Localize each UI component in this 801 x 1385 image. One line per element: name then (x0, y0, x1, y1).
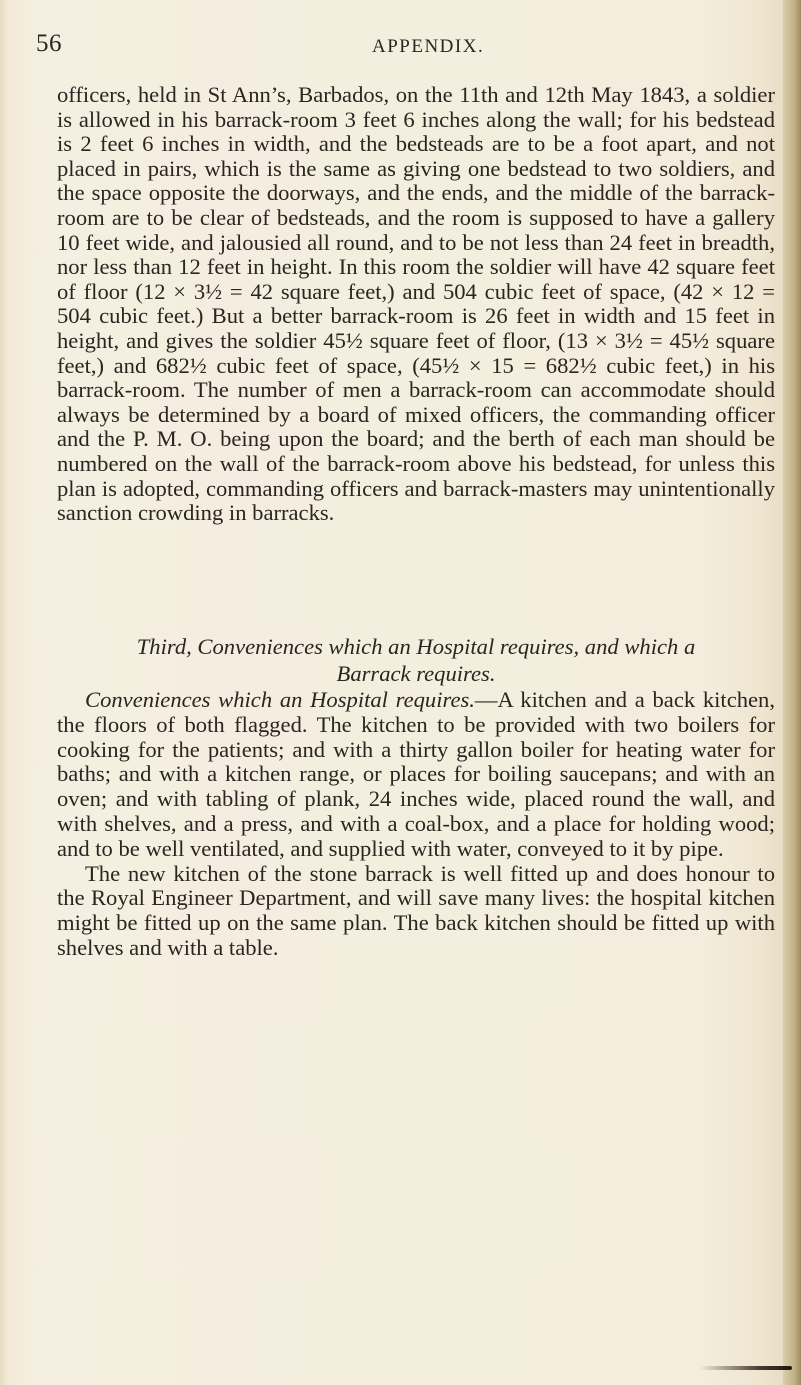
page-header (0, 30, 801, 70)
section-paragraph-1-text: —A kitchen and a back kitchen, the floors of both flagged. The kitchen to be provided with two boilers for cooking for the patients; and with a thirty gallon boiler for heating water for baths; and with a kitchen range, or places for boiling saucepans; and with an oven; and with tabling of plank, 24 inches wide, placed round the wall, and with shelves, and a press, and with a coal-box, and a place for holding wood; and to be well ventilated, and supplied with water, conveyed to it by pipe. (57, 687, 776, 861)
page-right-edge (783, 0, 801, 1385)
section-paragraph-2: The new kitchen of the stone barrack is well fitted up and does honour to the Royal Engineer Department, and will save many lives: the hospital kitchen might be fitted up on the same plan. The back kitchen should be fitted up with shelves and with a table. (57, 860, 775, 960)
section-heading-line-2: Barrack requires. (336, 661, 496, 686)
section-text-block (57, 688, 775, 961)
section-paragraph-1 (57, 688, 775, 862)
page-bottom-shadow (700, 1366, 792, 1370)
page-number: 56 (36, 30, 62, 57)
section-paragraph-1-lead-in: Conveniences which an Hospital requires. (85, 687, 475, 712)
section-heading-line-1: Third, Conveniences which an Hospital requires, and which a (136, 634, 696, 659)
main-paragraph: officers, held in St Ann’s, Barbados, on the 11th and 12th May 1843, a soldier is allowed in his barrack-room 3 feet 6 inches along the wall; for his bedstead is 2 feet 6 inches in width, and the bedsteads are to be a foot apart, and not placed in pairs, which is the same as giving one bedstead to two soldiers, and the space opposite the doorways, and the ends, and the middle of the barrack-room are to be clear of bedsteads, and the room is supposed to have a gallery 10 feet wide, and jalousied all round, and to be not less than 24 feet in breadth, nor less than 12 feet in height. In this room the soldier will have 42 square feet of floor (12 × 3½ = 42 square feet,) and 504 cubic feet of space, (42 × 12 = 504 cubic feet.) But a better barrack-room is 26 feet in width and 15 feet in height, and gives the soldier 45½ square feet of floor, (13 × 3½ = 45½ square feet,) and 682½ cubic feet of space, (45½ × 15 = 682½ cubic feet,) in his barrack-room. The number of men a barrack-room can accommodate should always be determined by a board of mixed officers, the commanding officer and the P. M. O. being upon the board; and the berth of each man should be numbered on the wall of the barrack-room above his bedstead, for unless this plan is adopted, commanding officers and barrack-masters may unintentionally sanction crowding in barracks. (57, 82, 775, 526)
section-heading (57, 633, 775, 687)
main-text-block (57, 83, 775, 526)
running-head: APPENDIX. (372, 36, 485, 57)
page-left-edge (0, 0, 8, 1385)
